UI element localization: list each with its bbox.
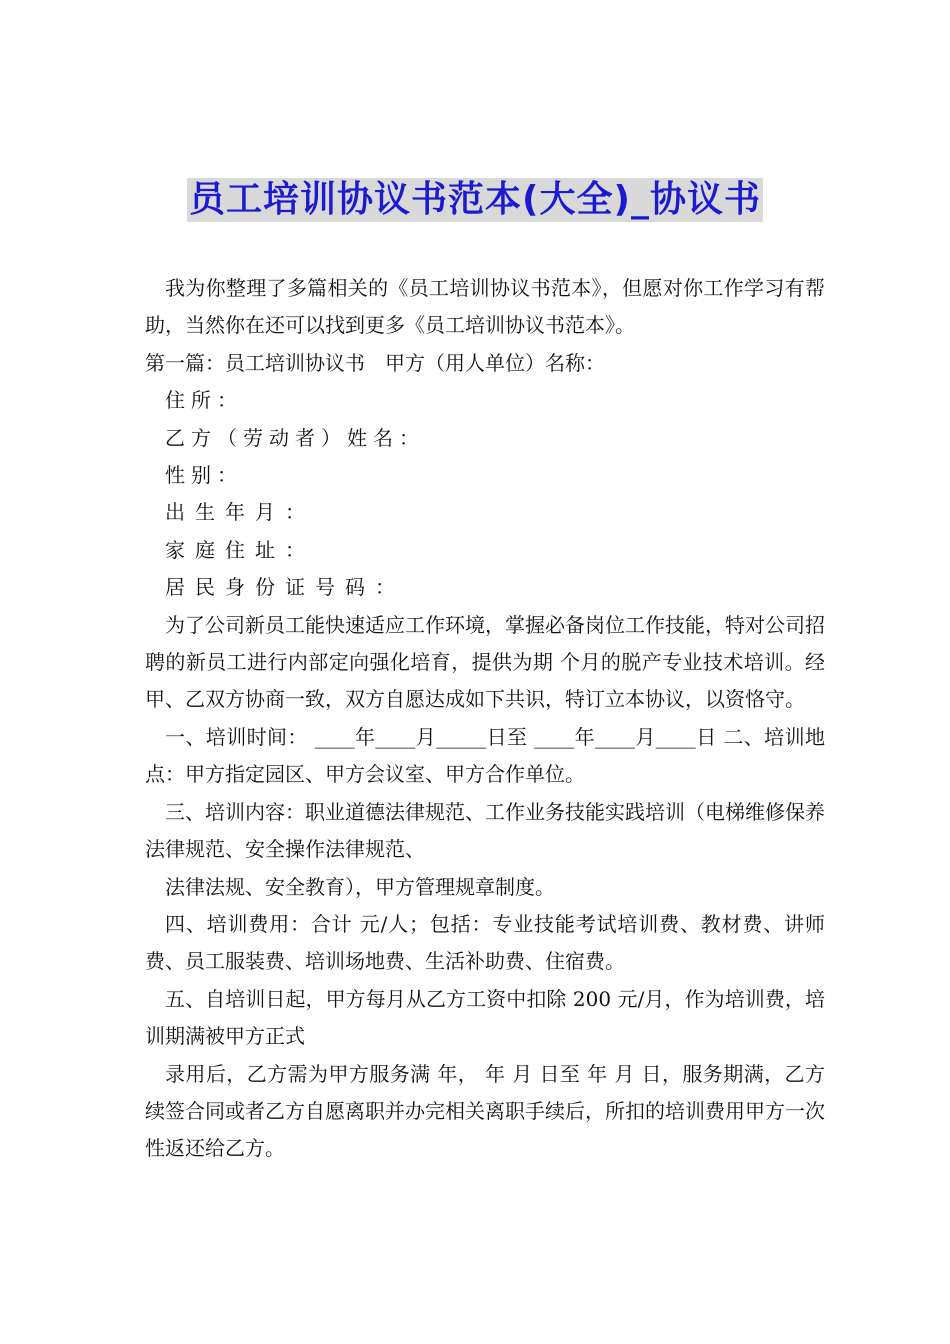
clause-salary-deduction: 五、自培训日起，甲方每月从乙方工资中扣除 200 元/月，作为培训费，培训期满被甲方正式 bbox=[145, 986, 825, 1049]
clause-training-time-location: 一、培训时间： ____年____月_____日至 ____年____月____日 二、培训地点：甲方指定园区、甲方会议室、甲方合作单位。 bbox=[145, 724, 825, 787]
field-party-b-name: 乙方（劳动者）姓名： bbox=[165, 425, 425, 450]
field-gender: 性别： bbox=[165, 463, 243, 488]
purpose-paragraph: 为了公司新员工能快速适应工作环境，掌握必备岗位工作技能，特对公司招聘的新员工进行内部定向强化培育，提供为期 个月的脱产专业技术培训。经甲、乙双方协商一致，双方自愿达成如下共识，特订立本协议，以资恪守。 bbox=[145, 612, 825, 712]
clause-training-content: 三、培训内容：职业道德法律规范、工作业务技能实践培训（电梯维修保养法律规范、安全操作法律规范、 bbox=[145, 799, 825, 862]
title-container bbox=[0, 178, 950, 222]
clause-service-period: 录用后，乙方需为甲方服务满 年， 年 月 日至 年 月 日，服务期满，乙方续签合同或者乙方自愿离职并办完相关离职手续后，所扣的培训费用甲方一次性返还给乙方。 bbox=[145, 1061, 825, 1161]
document-body bbox=[145, 270, 825, 1168]
document-title: 员工培训协议书范本(大全)_协议书 bbox=[189, 179, 761, 220]
clause-training-fees: 四、培训费用：合计 元/人；包括：专业技能考试培训费、教材费、讲师费、员工服装费、培训场地费、生活补助费、住宿费。 bbox=[145, 911, 825, 974]
field-id-number: 居民身份证号码： bbox=[165, 575, 405, 600]
field-home-address: 家庭住址： bbox=[165, 537, 315, 562]
field-address: 住所： bbox=[165, 388, 243, 413]
clause-training-content-cont: 法律法规、安全教育），甲方管理规章制度。 bbox=[165, 874, 555, 899]
field-birth-date: 出生年月： bbox=[165, 500, 315, 525]
chapter-heading: 第一篇：员工培训协议书 甲方（用人单位）名称： bbox=[145, 350, 605, 375]
intro-paragraph: 我为你整理了多篇相关的《员工培训协议书范本》，但愿对你工作学习有帮助，当然你在还可以找到更多《员工培训协议书范本》。 bbox=[145, 276, 825, 338]
